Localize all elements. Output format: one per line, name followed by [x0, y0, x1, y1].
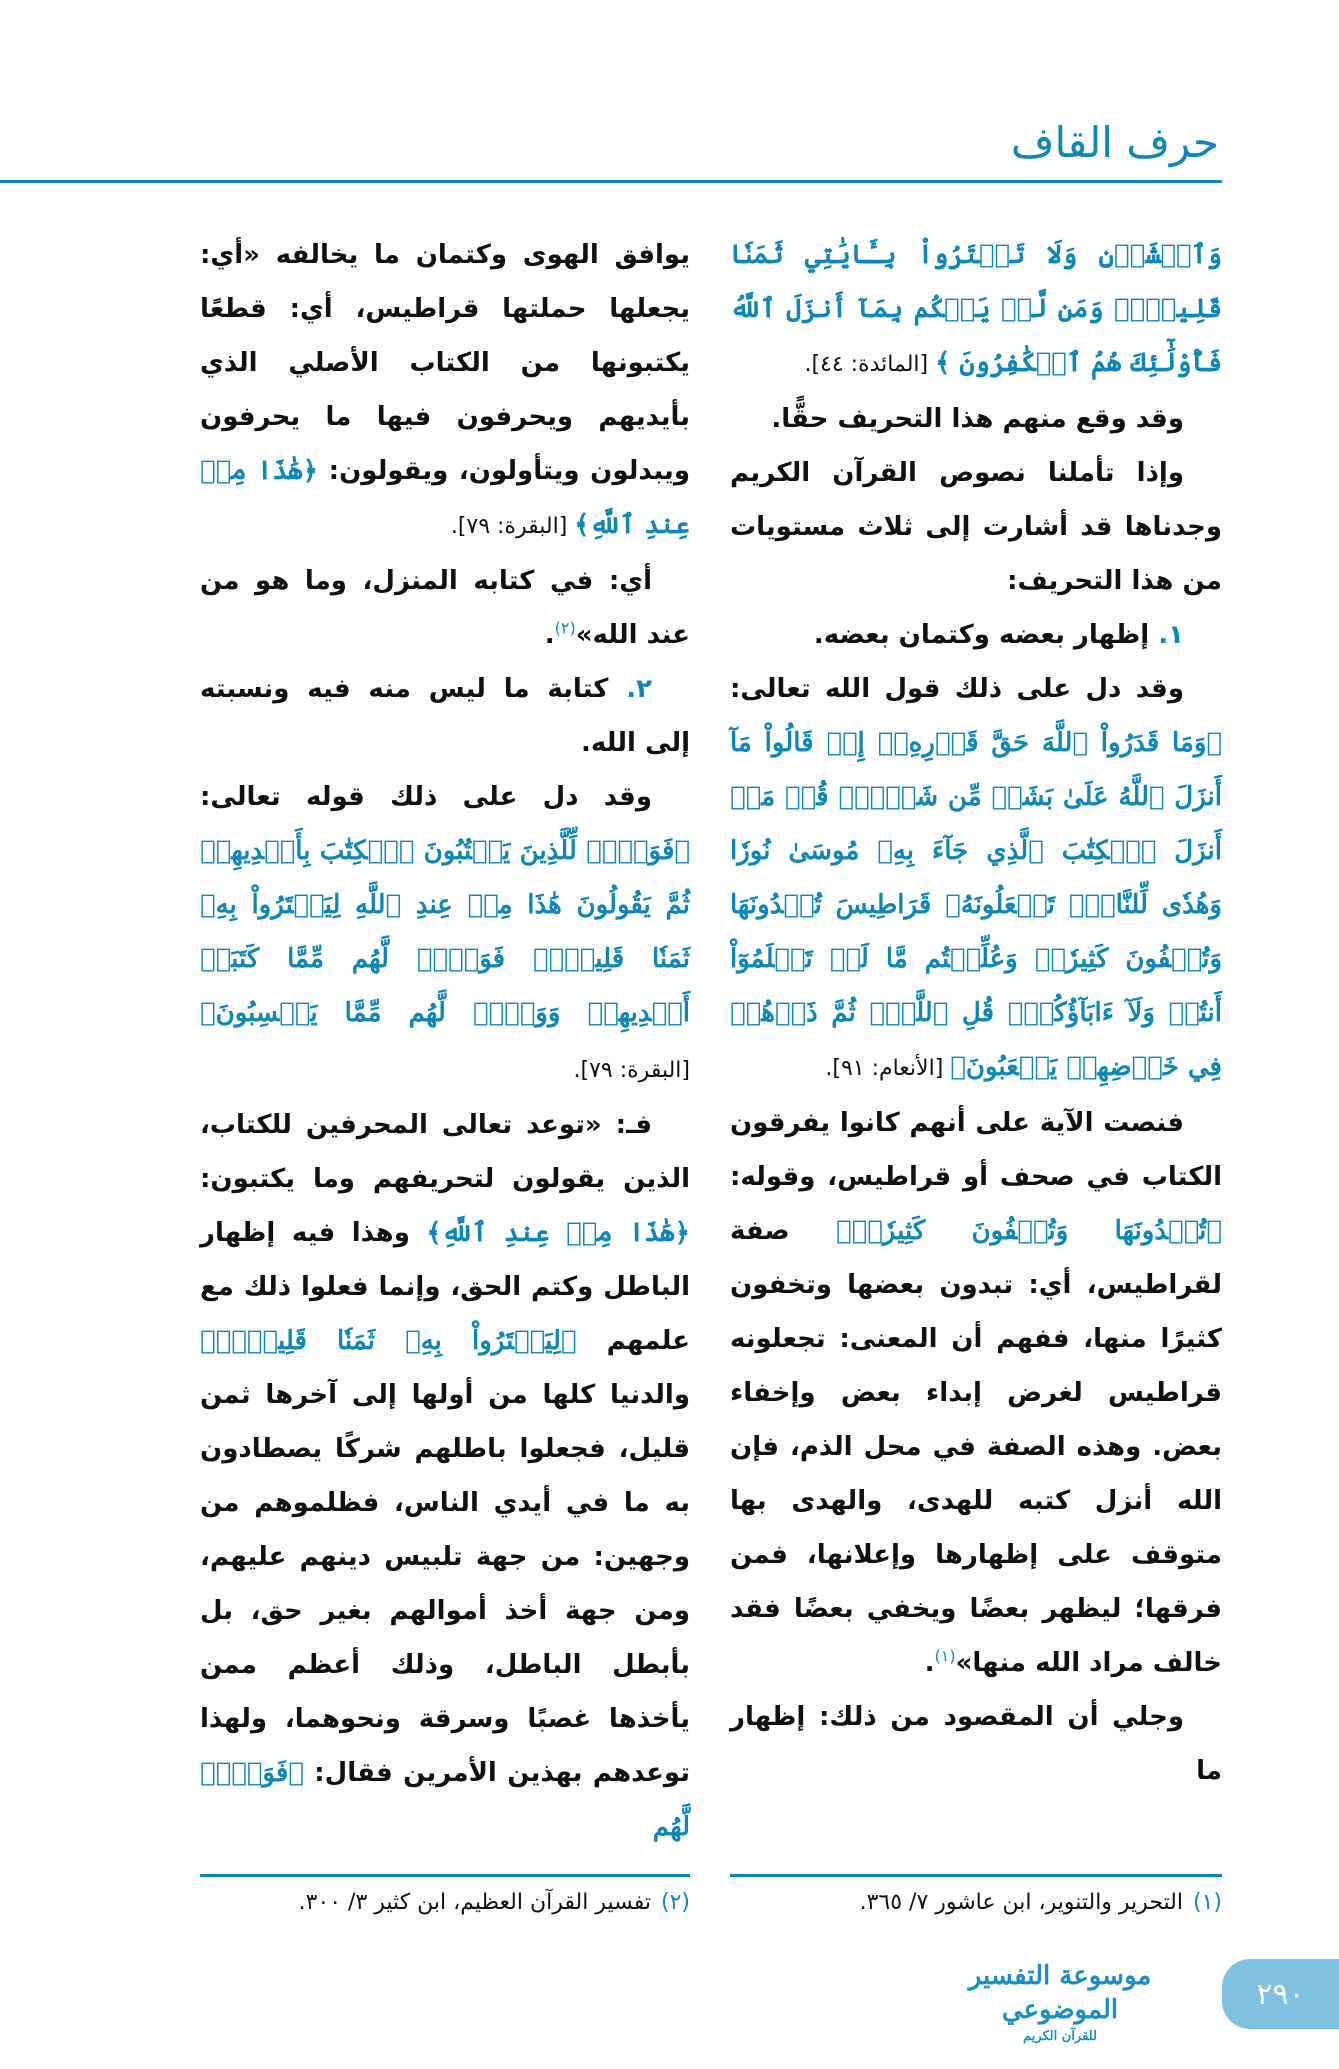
chapter-title: حرف القاف: [1010, 118, 1219, 167]
quran-verse: وَٱخۡشَوۡنِ وَلَا تَشۡتَرُواْ بِـَٔايَٰتِي ثَمَنٗا قَلِيلٗاۚ وَمَن لَّمۡ يَحۡكُم بِمَآ أَنزَلَ ٱللَّهُ فَأُوْلَٰٓئِكَ هُمُ ٱلۡكَٰفِرُونَ ﴾: [730, 240, 1222, 378]
paragraph: [200, 228, 690, 554]
body-text: .: [544, 620, 555, 650]
right-column: [730, 228, 1222, 1798]
footnote-1: [730, 1887, 1222, 1919]
paragraph: [200, 770, 690, 1098]
footnote-marker: (٢): [554, 618, 576, 638]
verse-reference: [المائدة: ٤٤].: [804, 352, 936, 377]
body-text: إظهار بعضه وكتمان بعضه.: [813, 620, 1150, 650]
paragraph: [730, 392, 1222, 446]
quran-verse: ﴿هَٰذَا مِنۡ عِندِ ٱللَّهِ﴾: [426, 1218, 690, 1248]
footnote-text: التحرير والتنوير، ابن عاشور ٧/ ٣٦٥.: [859, 1890, 1183, 1915]
logo-subtitle: للقرآن الكريم: [1023, 2029, 1097, 2044]
quran-verse: ﴿وَمَا قَدَرُواْ ٱللَّهَ حَقَّ قَدۡرِهِۦٓ إِذۡ قَالُواْ مَآ أَنزَلَ ٱللَّهُ عَلَىٰ بَشَرٖ مِّن شَيۡءٖۗ قُلۡ مَنۡ أَنزَلَ ٱلۡكِتَٰبَ ٱلَّذِي جَآءَ بِهِۦ مُوسَىٰ نُورٗا وَهُدٗى لِّلنَّاسِۖ تَجۡعَلُونَهُۥ قَرَاطِيسَ تُبۡدُونَهَا وَتُخۡفُونَ كَثِيرٗاۖ وَعُلِّمۡتُم مَّا لَمۡ تَعۡلَمُوٓاْ أَنتُمۡ وَلَآ ءَابَآؤُكُمۡۖ قُلِ ٱللَّهُۖ ثُمَّ ذَرۡهُمۡ فِي خَوۡضِهِمۡ يَلۡعَبُونَ﴾: [730, 728, 1222, 1082]
paragraph: [200, 1098, 690, 1854]
body-text: وهذا فيه إظهار الباطل وكتم الحق، وإنما فعلوا ذلك مع علمهم: [200, 1218, 690, 1356]
page-number-badge: [1222, 1959, 1339, 2029]
quran-verse: ﴿لِيَشۡتَرُواْ بِهِۦ ثَمَنٗا قَلِيلٗاۖ﴾: [200, 1326, 577, 1356]
paragraph: [730, 662, 1222, 1096]
page-header: [0, 0, 1339, 228]
paragraph: [730, 608, 1222, 662]
quran-verse: ﴿تُبۡدُونَهَا وَتُخۡفُونَ كَثِيرٗاۖ﴾: [835, 1216, 1223, 1246]
footnote-rule-left: [200, 1874, 690, 1877]
body-text: والدنيا كلها من أولها إلى آخرها ثمن قليل، فجعلوا باطلهم شركًا يصطادون به ما في أيدي الناس، فظلموهم من وجهين: من جهة تلبيس دينهم عليهم، ومن جهة أخذ أموالهم بغير حق، بل بأبطل الباطل، وذلك أعظم ممن يأخذها غصبًا وسرقة ونحوهما، ولهذا توعدهم بهذين الأمرين فقال:: [200, 1380, 690, 1788]
footnote-box-left: [200, 1874, 690, 1919]
body-text: وإذا تأملنا نصوص القرآن الكريم وجدناها قد أشارت إلى ثلاث مستويات من هذا التحريف:: [730, 458, 1222, 596]
verse-reference: [البقرة: ٧٩].: [450, 514, 575, 539]
footnote-number: (٢): [660, 1890, 690, 1915]
body-text: وجلي أن المقصود من ذلك: إظهار ما: [730, 1702, 1222, 1786]
footnote-box-right: [730, 1874, 1222, 1919]
footnotes: [0, 1874, 1339, 1919]
page-footer: [0, 1939, 1339, 2069]
body-text: وقد وقع منهم هذا التحريف حقًّا.: [771, 404, 1184, 434]
footnote-marker: (١): [934, 1646, 956, 1666]
footnote-2: [200, 1887, 690, 1919]
paragraph: [730, 446, 1222, 608]
paragraph: [200, 554, 690, 662]
body-text: صفة لقراطيس، أي: تبدون بعضها وتخفون كثيرًا منها، ففهم أن المعنى: تجعلونه قراطيس لغرض إبداء بعض وإخفاء بعض. وهذه الصفة في محل الذم، فإن الله أنزل كتبه للهدى، والهدى بها متوقف على إظهارها وإعلانها، فمن فرقها؛ ليظهر بعضًا ويخفي بعضًا فقد خالف مراد الله منها»: [730, 1216, 1222, 1678]
list-number: ٢.: [608, 674, 652, 704]
footnote-text: تفسير القرآن العظيم، ابن كثير ٣/ ٣٠٠.: [298, 1890, 651, 1915]
body-text: كتابة ما ليس منه فيه ونسبته إلى الله.: [200, 674, 690, 758]
body-text: فنصت الآية على أنهم كانوا يفرقون الكتاب في صحف أو قراطيس، وقوله:: [730, 1108, 1222, 1192]
footnote-rule-right: [730, 1874, 1222, 1877]
encyclopedia-logo: [935, 1959, 1185, 2047]
quran-verse: ﴿فَوَيۡلٞ لِّلَّذِينَ يَكۡتُبُونَ ٱلۡكِتَٰبَ بِأَيۡدِيهِمۡ ثُمَّ يَقُولُونَ هَٰذَا مِنۡ عِندِ ٱللَّهِ لِيَشۡتَرُواْ بِهِۦ ثَمَنٗا قَلِيلٗاۖ فَوَيۡلٞ لَّهُم مِّمَّا كَتَبَتۡ أَيۡدِيهِمۡ وَوَيۡلٞ لَّهُم مِّمَّا يَكۡسِبُونَ﴾: [200, 836, 690, 1028]
footnote-number: (١): [1192, 1890, 1222, 1915]
verse-reference: [البقرة: ٧٩].: [573, 1058, 690, 1083]
logo-title: موسوعة التفسير الموضوعي: [968, 1961, 1152, 2025]
header-rule: [0, 180, 1222, 183]
quran-verse: ﴿فَوَيۡلٞ لَّهُم: [200, 1758, 690, 1842]
list-number: ١.: [1149, 620, 1184, 650]
body-text: أي: في كتابه المنزل، وما هو من عند الله»: [200, 566, 690, 650]
body-text: وقد دل على ذلك قول الله تعالى:: [730, 674, 1184, 704]
columns: [0, 228, 1339, 1854]
paragraph: [730, 1690, 1222, 1798]
body-text: وقد دل على ذلك قوله تعالى:: [200, 782, 652, 812]
paragraph: [730, 1096, 1222, 1690]
paragraph: [730, 228, 1222, 392]
body-text: يوافق الهوى وكتمان ما يخالفه «أي: يجعلها حملتها قراطيس، أي: قطعًا يكتبونها من الكتاب الأصلي الذي بأيديهم ويحرفون فيها ما يحرفون ويبدلون ويتأولون، ويقولون:: [200, 240, 690, 486]
body-text: فـ: «توعد تعالى المحرفين للكتاب، الذين يقولون لتحريفهم وما يكتبون:: [200, 1110, 690, 1194]
body-text: .: [924, 1648, 935, 1678]
left-column: [200, 228, 690, 1854]
paragraph: [200, 662, 690, 770]
quran-verse: ﴿هَٰذَا مِنۡ عِندِ ٱللَّهِ﴾: [200, 456, 690, 540]
verse-reference: [الأنعام: ٩١].: [825, 1056, 951, 1081]
page-number: ٢٩٠: [1256, 1976, 1305, 2012]
